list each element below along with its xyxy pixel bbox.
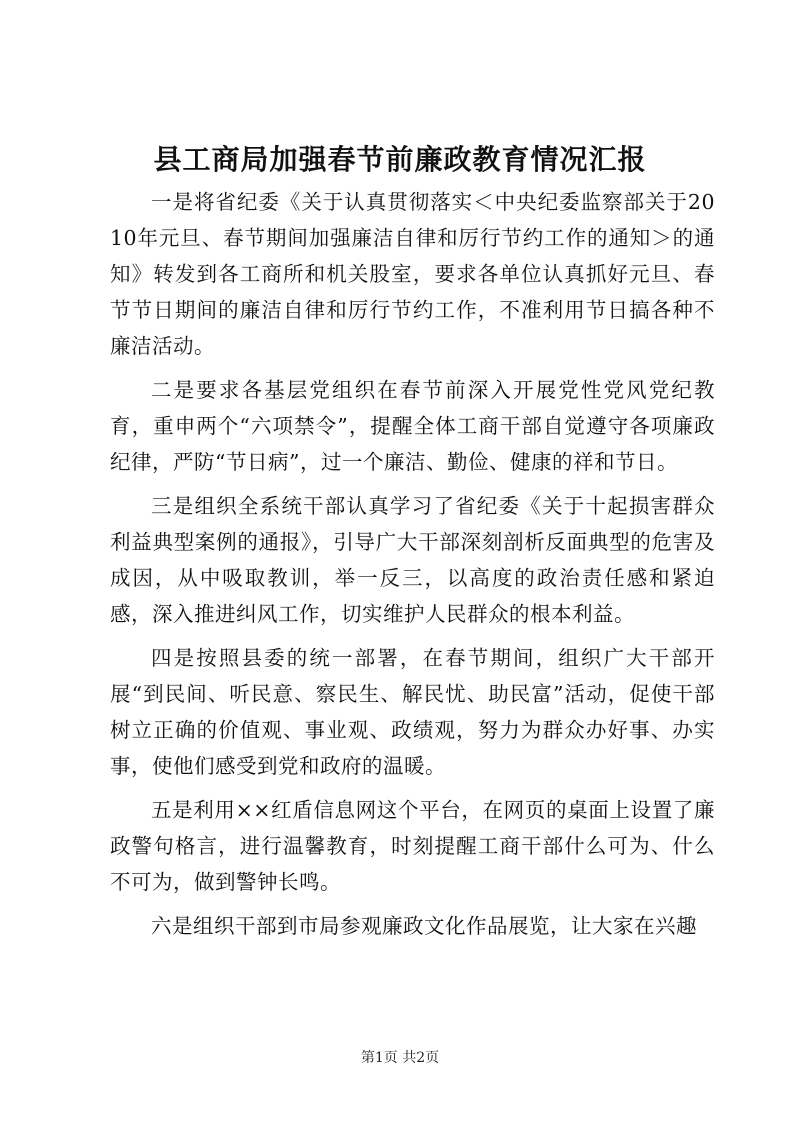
paragraph-4: 四是按照县委的统一部署，在春节期间，组织广大干部开展“到民间、听民意、察民生、解民忧、助民富”活动，促使干部树立正确的价值观、事业观、政绩观，努力为群众办好事、办实事，使他们感受到党和政府的温暖。	[110, 646, 715, 778]
document-title: 县工商局加强春节前廉政教育情况汇报	[153, 143, 647, 176]
document-body	[110, 184, 715, 952]
paragraph-1: 一是将省纪委《关于认真贯彻落实＜中央纪委监察部关于2010年元旦、春节期间加强廉洁自律和厉行节约工作的通知＞的通知》转发到各工商所和机关股室，要求各单位认真抓好元旦、春节节日期间的廉洁自律和厉行节约工作，不准利用节日搞各种不廉洁活动。	[110, 190, 715, 358]
page-footer: 第1页 共2页	[360, 1050, 440, 1066]
paragraph-3: 三是组织全系统干部认真学习了省纪委《关于十起损害群众利益典型案例的通报》，引导广大干部深刻剖析反面典型的危害及成因，从中吸取教训，举一反三，以高度的政治责任感和紧迫感，深入推进纠风工作，切实维护人民群众的根本利益。	[110, 494, 715, 626]
paragraph-5: 五是利用××红盾信息网这个平台，在网页的桌面上设置了廉政警句格言，进行温馨教育，时刻提醒工商干部什么可为、什么不可为，做到警钟长鸣。	[110, 798, 715, 894]
paragraph-2: 二是要求各基层党组织在春节前深入开展党性党风党纪教育，重申两个“六项禁令”，提醒全体工商干部自觉遵守各项廉政纪律，严防“节日病”，过一个廉洁、勤俭、健康的祥和节日。	[110, 378, 715, 474]
paragraph-6: 六是组织干部到市局参观廉政文化作品展览，让大家在兴趣	[151, 914, 697, 938]
